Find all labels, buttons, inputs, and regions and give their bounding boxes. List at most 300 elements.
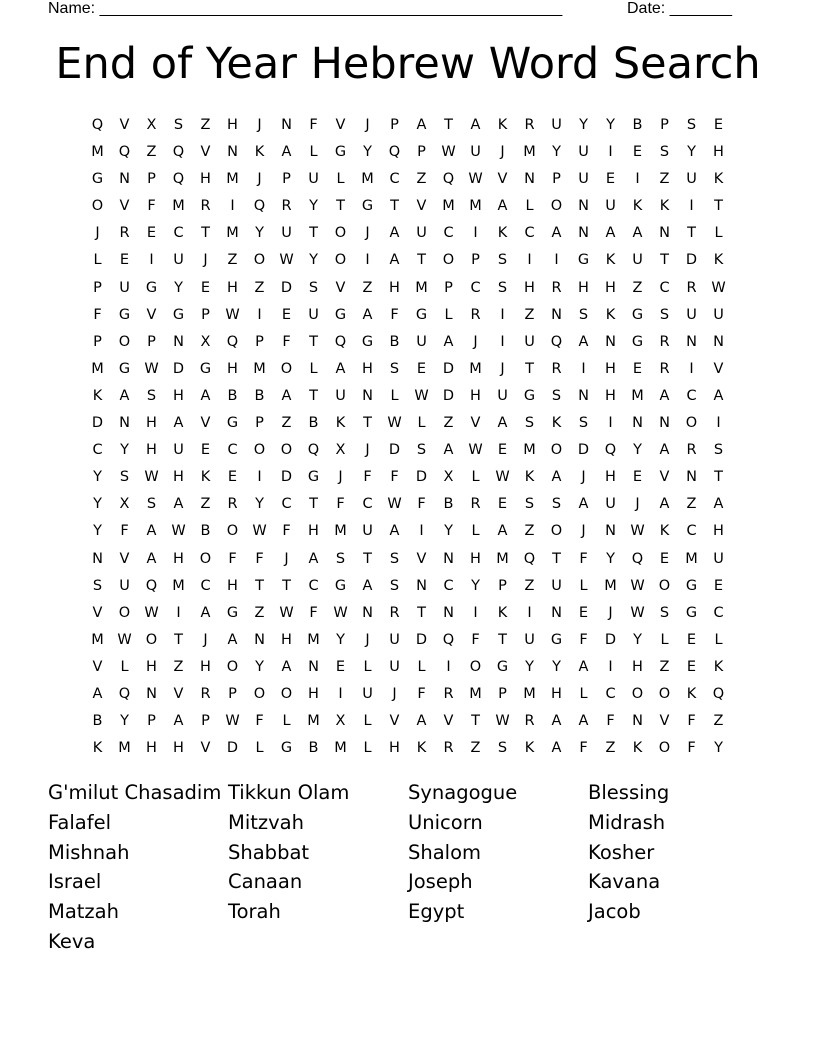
grid-letter[interactable]: P — [282, 171, 291, 188]
grid-letter[interactable]: F — [255, 713, 264, 730]
grid-letter[interactable]: W — [144, 360, 159, 377]
grid-letter[interactable]: Y — [93, 523, 102, 540]
grid-letter[interactable]: D — [91, 415, 104, 432]
grid-letter[interactable]: T — [201, 225, 210, 242]
grid-letter[interactable]: Q — [712, 685, 725, 702]
grid-letter[interactable]: X — [443, 469, 454, 486]
grid-letter[interactable]: O — [334, 252, 347, 269]
grid-letter[interactable]: Q — [253, 198, 266, 215]
grid-letter[interactable]: Q — [172, 144, 185, 161]
grid-letter[interactable]: L — [714, 631, 723, 648]
grid-letter[interactable]: U — [281, 225, 292, 242]
grid-letter[interactable]: W — [279, 604, 294, 621]
grid-letter[interactable]: V — [416, 198, 427, 215]
grid-letter[interactable]: P — [498, 577, 507, 594]
grid-letter[interactable]: S — [686, 117, 697, 133]
grid-letter[interactable]: Z — [659, 171, 670, 188]
grid-letter[interactable]: N — [119, 415, 130, 432]
grid-letter[interactable]: Q — [334, 333, 347, 350]
grid-letter[interactable]: W — [225, 306, 240, 323]
grid-letter[interactable]: Z — [686, 496, 697, 513]
grid-letter[interactable]: M — [469, 198, 482, 215]
grid-letter[interactable]: A — [578, 496, 589, 513]
grid-letter[interactable]: E — [686, 658, 697, 675]
grid-letter[interactable]: L — [417, 658, 426, 675]
grid-letter[interactable]: S — [497, 279, 508, 296]
grid-letter[interactable]: C — [200, 577, 211, 594]
grid-letter[interactable]: F — [282, 523, 291, 540]
grid-letter[interactable]: E — [632, 360, 643, 377]
grid-letter[interactable]: R — [443, 685, 454, 702]
grid-letter[interactable]: N — [632, 415, 643, 432]
grid-letter[interactable]: L — [93, 252, 102, 269]
grid-letter[interactable]: H — [605, 360, 616, 377]
grid-letter[interactable]: L — [363, 740, 372, 757]
grid-letter[interactable]: G — [226, 604, 239, 621]
grid-letter[interactable]: N — [686, 333, 697, 350]
grid-letter[interactable]: Z — [200, 496, 211, 513]
grid-letter[interactable]: S — [551, 387, 562, 404]
grid-letter[interactable]: V — [389, 713, 400, 730]
grid-letter[interactable]: K — [632, 198, 643, 215]
grid-letter[interactable]: V — [200, 144, 211, 161]
grid-letter[interactable]: R — [686, 279, 697, 296]
grid-letter[interactable]: F — [93, 306, 102, 323]
grid-letter[interactable]: W — [630, 577, 645, 594]
grid-letter[interactable]: E — [497, 496, 508, 513]
grid-letter[interactable]: M — [334, 523, 347, 540]
grid-letter[interactable]: A — [551, 713, 562, 730]
grid-letter[interactable]: T — [255, 577, 264, 594]
grid-letter[interactable]: J — [284, 550, 289, 567]
grid-letter[interactable]: I — [716, 415, 721, 432]
grid-letter[interactable]: K — [92, 740, 103, 757]
grid-letter[interactable]: R — [389, 604, 400, 621]
grid-letter[interactable]: R — [659, 360, 670, 377]
grid-letter[interactable]: S — [389, 550, 400, 567]
grid-letter[interactable]: W — [387, 415, 402, 432]
grid-letter[interactable]: A — [281, 144, 292, 161]
grid-letter[interactable]: Z — [713, 713, 724, 730]
grid-letter[interactable]: R — [281, 198, 292, 215]
grid-letter[interactable]: W — [468, 171, 483, 188]
grid-letter[interactable]: D — [685, 252, 698, 269]
grid-letter[interactable]: Y — [336, 631, 345, 648]
grid-letter[interactable]: I — [257, 306, 262, 323]
grid-letter[interactable]: M — [91, 360, 104, 377]
grid-letter[interactable]: U — [713, 306, 724, 323]
grid-letter[interactable]: J — [365, 117, 370, 133]
grid-letter[interactable]: G — [226, 415, 239, 432]
grid-letter[interactable]: M — [523, 144, 536, 161]
grid-letter[interactable]: A — [713, 496, 724, 513]
grid-letter[interactable]: P — [417, 144, 426, 161]
grid-letter[interactable]: M — [523, 442, 536, 459]
grid-letter[interactable]: O — [334, 225, 347, 242]
grid-letter[interactable]: F — [579, 631, 588, 648]
grid-letter[interactable]: N — [362, 387, 373, 404]
grid-letter[interactable]: G — [334, 306, 347, 323]
grid-letter[interactable]: E — [686, 631, 697, 648]
grid-letter[interactable]: U — [497, 387, 508, 404]
grid-letter[interactable]: L — [660, 631, 669, 648]
grid-letter[interactable]: O — [280, 360, 293, 377]
grid-letter[interactable]: E — [632, 144, 643, 161]
grid-letter[interactable]: P — [93, 279, 102, 296]
grid-letter[interactable]: K — [659, 523, 670, 540]
grid-letter[interactable]: P — [147, 713, 156, 730]
grid-letter[interactable]: G — [199, 360, 212, 377]
grid-letter[interactable]: K — [686, 685, 697, 702]
grid-letter[interactable]: A — [443, 442, 454, 459]
grid-letter[interactable]: T — [363, 550, 372, 567]
grid-letter[interactable]: W — [441, 144, 456, 161]
grid-letter[interactable]: H — [551, 685, 562, 702]
grid-letter[interactable]: T — [309, 496, 318, 513]
grid-letter[interactable]: C — [281, 496, 292, 513]
grid-letter[interactable]: T — [309, 333, 318, 350]
grid-letter[interactable]: B — [227, 387, 238, 404]
grid-letter[interactable]: S — [524, 496, 535, 513]
grid-letter[interactable]: S — [713, 442, 724, 459]
grid-letter[interactable]: A — [416, 713, 427, 730]
grid-letter[interactable]: U — [335, 387, 346, 404]
grid-letter[interactable]: V — [200, 740, 211, 757]
grid-letter[interactable]: S — [524, 415, 535, 432]
grid-letter[interactable]: M — [172, 198, 185, 215]
grid-letter[interactable]: Y — [606, 117, 615, 133]
grid-letter[interactable]: U — [173, 252, 184, 269]
grid-letter[interactable]: Y — [363, 144, 372, 161]
grid-letter[interactable]: J — [581, 523, 586, 540]
grid-letter[interactable]: E — [713, 577, 724, 594]
grid-letter[interactable]: U — [605, 496, 616, 513]
grid-letter[interactable]: T — [174, 631, 183, 648]
grid-letter[interactable]: N — [713, 333, 724, 350]
grid-letter[interactable]: G — [685, 577, 698, 594]
grid-letter[interactable]: L — [471, 523, 480, 540]
grid-letter[interactable]: H — [200, 171, 211, 188]
grid-letter[interactable]: Q — [523, 550, 536, 567]
grid-letter[interactable]: M — [604, 577, 617, 594]
grid-letter[interactable]: K — [497, 604, 508, 621]
grid-letter[interactable]: L — [309, 360, 318, 377]
grid-letter[interactable]: A — [92, 685, 103, 702]
grid-letter[interactable]: G — [118, 360, 131, 377]
grid-letter[interactable]: L — [282, 713, 291, 730]
grid-letter[interactable]: A — [362, 306, 373, 323]
grid-letter[interactable]: N — [119, 171, 130, 188]
grid-letter[interactable]: Y — [687, 144, 696, 161]
grid-letter[interactable]: Y — [255, 658, 264, 675]
grid-letter[interactable]: M — [631, 387, 644, 404]
grid-letter[interactable]: I — [608, 658, 613, 675]
grid-letter[interactable]: A — [578, 713, 589, 730]
grid-letter[interactable]: J — [473, 333, 478, 350]
grid-letter[interactable]: E — [632, 469, 643, 486]
grid-letter[interactable]: F — [579, 550, 588, 567]
grid-letter[interactable]: F — [120, 523, 129, 540]
grid-letter[interactable]: V — [659, 469, 670, 486]
grid-letter[interactable]: J — [608, 604, 613, 621]
grid-letter[interactable]: T — [714, 198, 723, 215]
grid-letter[interactable]: H — [146, 740, 157, 757]
grid-letter[interactable]: T — [336, 198, 345, 215]
grid-letter[interactable]: F — [417, 496, 426, 513]
grid-letter[interactable]: V — [92, 658, 103, 675]
grid-letter[interactable]: D — [442, 387, 455, 404]
grid-letter[interactable]: W — [495, 469, 510, 486]
grid-letter[interactable]: N — [632, 713, 643, 730]
grid-letter[interactable]: K — [497, 225, 508, 242]
grid-letter[interactable]: G — [361, 333, 374, 350]
grid-letter[interactable]: I — [338, 685, 343, 702]
grid-letter[interactable]: R — [200, 198, 211, 215]
grid-letter[interactable]: O — [253, 252, 266, 269]
grid-letter[interactable]: I — [581, 360, 586, 377]
grid-letter[interactable]: H — [389, 740, 400, 757]
grid-letter[interactable]: J — [203, 252, 208, 269]
grid-letter[interactable]: F — [282, 333, 291, 350]
grid-letter[interactable]: P — [552, 171, 561, 188]
grid-letter[interactable]: M — [172, 577, 185, 594]
grid-letter[interactable]: Z — [362, 279, 373, 296]
grid-letter[interactable]: H — [524, 279, 535, 296]
grid-letter[interactable]: N — [308, 658, 319, 675]
grid-letter[interactable]: C — [308, 577, 319, 594]
grid-letter[interactable]: M — [415, 279, 428, 296]
grid-letter[interactable]: W — [144, 604, 159, 621]
grid-letter[interactable]: X — [119, 496, 130, 513]
grid-letter[interactable]: A — [173, 496, 184, 513]
grid-letter[interactable]: A — [389, 252, 400, 269]
grid-letter[interactable]: H — [605, 387, 616, 404]
grid-letter[interactable]: I — [527, 252, 532, 269]
grid-letter[interactable]: D — [280, 469, 293, 486]
grid-letter[interactable]: U — [362, 523, 373, 540]
grid-letter[interactable]: A — [713, 387, 724, 404]
grid-letter[interactable]: C — [605, 685, 616, 702]
grid-letter[interactable]: A — [551, 740, 562, 757]
grid-letter[interactable]: Y — [525, 658, 534, 675]
grid-letter[interactable]: N — [92, 550, 103, 567]
grid-letter[interactable]: L — [471, 469, 480, 486]
grid-letter[interactable]: L — [417, 415, 426, 432]
grid-letter[interactable]: P — [660, 117, 669, 133]
grid-letter[interactable]: M — [361, 171, 374, 188]
grid-letter[interactable]: G — [172, 306, 185, 323]
grid-letter[interactable]: O — [145, 631, 158, 648]
grid-letter[interactable]: G — [334, 577, 347, 594]
grid-letter[interactable]: V — [119, 117, 130, 133]
grid-letter[interactable]: Q — [145, 577, 158, 594]
grid-letter[interactable]: I — [473, 604, 478, 621]
grid-letter[interactable]: K — [200, 469, 211, 486]
grid-letter[interactable]: V — [335, 279, 346, 296]
grid-letter[interactable]: T — [471, 713, 480, 730]
grid-letter[interactable]: U — [119, 577, 130, 594]
grid-letter[interactable]: I — [500, 333, 505, 350]
grid-letter[interactable]: I — [554, 252, 559, 269]
grid-letter[interactable]: N — [551, 604, 562, 621]
grid-letter[interactable]: G — [118, 306, 131, 323]
grid-letter[interactable]: W — [144, 469, 159, 486]
grid-letter[interactable]: N — [362, 604, 373, 621]
grid-letter[interactable]: G — [496, 658, 509, 675]
grid-letter[interactable]: U — [551, 577, 562, 594]
grid-letter[interactable]: S — [497, 740, 508, 757]
grid-letter[interactable]: O — [550, 198, 563, 215]
grid-letter[interactable]: H — [227, 279, 238, 296]
grid-letter[interactable]: B — [92, 713, 103, 730]
grid-letter[interactable]: U — [524, 631, 535, 648]
grid-letter[interactable]: N — [605, 523, 616, 540]
grid-letter[interactable]: W — [279, 252, 294, 269]
grid-letter[interactable]: Z — [443, 415, 454, 432]
grid-letter[interactable]: F — [471, 631, 480, 648]
grid-letter[interactable]: I — [365, 252, 370, 269]
grid-letter[interactable]: U — [686, 171, 697, 188]
grid-letter[interactable]: U — [416, 333, 427, 350]
grid-letter[interactable]: S — [659, 306, 670, 323]
grid-letter[interactable]: A — [281, 658, 292, 675]
grid-letter[interactable]: A — [605, 225, 616, 242]
grid-letter[interactable]: F — [390, 469, 399, 486]
grid-letter[interactable]: S — [551, 496, 562, 513]
grid-letter[interactable]: A — [389, 225, 400, 242]
grid-letter[interactable]: Z — [524, 577, 535, 594]
grid-letter[interactable]: U — [605, 198, 616, 215]
grid-letter[interactable]: O — [199, 550, 212, 567]
grid-letter[interactable]: A — [659, 442, 670, 459]
grid-letter[interactable]: H — [281, 631, 292, 648]
grid-letter[interactable]: J — [635, 496, 640, 513]
grid-letter[interactable]: R — [659, 333, 670, 350]
grid-letter[interactable]: D — [280, 279, 293, 296]
grid-letter[interactable]: T — [714, 469, 723, 486]
grid-letter[interactable]: U — [308, 306, 319, 323]
grid-letter[interactable]: O — [685, 415, 698, 432]
grid-letter[interactable]: F — [687, 740, 696, 757]
grid-letter[interactable]: T — [525, 360, 534, 377]
grid-letter[interactable]: M — [523, 685, 536, 702]
grid-letter[interactable]: Q — [307, 442, 320, 459]
grid-letter[interactable]: M — [496, 550, 509, 567]
grid-letter[interactable]: O — [118, 604, 131, 621]
grid-letter[interactable]: Z — [173, 658, 184, 675]
grid-letter[interactable]: A — [227, 631, 238, 648]
grid-letter[interactable]: D — [172, 360, 185, 377]
grid-letter[interactable]: L — [525, 198, 534, 215]
grid-letter[interactable]: K — [713, 171, 724, 188]
grid-letter[interactable]: Q — [442, 631, 455, 648]
grid-letter[interactable]: K — [497, 117, 508, 133]
grid-letter[interactable]: A — [578, 333, 589, 350]
grid-letter[interactable]: H — [146, 415, 157, 432]
grid-letter[interactable]: C — [713, 604, 724, 621]
grid-letter[interactable]: Z — [470, 740, 481, 757]
grid-letter[interactable]: T — [390, 198, 399, 215]
grid-letter[interactable]: D — [415, 469, 428, 486]
grid-letter[interactable]: U — [308, 171, 319, 188]
grid-letter[interactable]: Z — [605, 740, 616, 757]
grid-letter[interactable]: H — [173, 550, 184, 567]
grid-letter[interactable]: A — [551, 225, 562, 242]
grid-letter[interactable]: T — [498, 631, 507, 648]
grid-letter[interactable]: M — [226, 171, 239, 188]
grid-letter[interactable]: I — [473, 225, 478, 242]
grid-letter[interactable]: H — [200, 658, 211, 675]
grid-letter[interactable]: F — [579, 740, 588, 757]
grid-letter[interactable]: S — [335, 550, 346, 567]
grid-letter[interactable]: Z — [200, 117, 211, 133]
grid-letter[interactable]: K — [713, 252, 724, 269]
grid-letter[interactable]: F — [228, 550, 237, 567]
grid-letter[interactable]: N — [578, 198, 589, 215]
grid-letter[interactable]: N — [578, 225, 589, 242]
grid-letter[interactable]: Y — [120, 442, 129, 459]
grid-letter[interactable]: J — [257, 171, 262, 188]
grid-letter[interactable]: P — [498, 685, 507, 702]
grid-letter[interactable]: D — [388, 442, 401, 459]
grid-letter[interactable]: A — [470, 117, 481, 133]
grid-letter[interactable]: C — [659, 279, 670, 296]
grid-letter[interactable]: A — [551, 469, 562, 486]
grid-letter[interactable]: K — [605, 306, 616, 323]
grid-letter[interactable]: K — [254, 144, 265, 161]
grid-letter[interactable]: Z — [227, 252, 238, 269]
grid-letter[interactable]: L — [309, 144, 318, 161]
grid-letter[interactable]: A — [173, 713, 184, 730]
grid-letter[interactable]: Y — [309, 252, 318, 269]
grid-letter[interactable]: S — [389, 360, 400, 377]
grid-letter[interactable]: E — [335, 658, 346, 675]
grid-letter[interactable]: P — [93, 333, 102, 350]
grid-letter[interactable]: V — [659, 713, 670, 730]
grid-letter[interactable]: I — [608, 144, 613, 161]
grid-letter[interactable]: T — [417, 604, 426, 621]
grid-letter[interactable]: K — [605, 252, 616, 269]
grid-letter[interactable]: X — [335, 442, 346, 459]
grid-letter[interactable]: N — [659, 415, 670, 432]
grid-letter[interactable]: Y — [552, 144, 561, 161]
grid-letter[interactable]: L — [714, 225, 723, 242]
grid-letter[interactable]: S — [146, 387, 157, 404]
grid-letter[interactable]: M — [307, 713, 320, 730]
grid-letter[interactable]: N — [524, 171, 535, 188]
grid-letter[interactable]: D — [226, 740, 239, 757]
grid-letter[interactable]: A — [659, 387, 670, 404]
grid-letter[interactable]: E — [281, 306, 292, 323]
grid-letter[interactable]: S — [92, 577, 103, 594]
grid-letter[interactable]: R — [470, 306, 481, 323]
grid-letter[interactable]: I — [635, 171, 640, 188]
grid-letter[interactable]: E — [119, 252, 130, 269]
grid-letter[interactable]: T — [282, 577, 291, 594]
grid-letter[interactable]: L — [336, 171, 345, 188]
grid-letter[interactable]: K — [416, 740, 427, 757]
grid-letter[interactable]: Q — [226, 333, 239, 350]
grid-letter[interactable]: T — [309, 225, 318, 242]
grid-letter[interactable]: Q — [118, 144, 131, 161]
date-field-label[interactable]: Date: _______ — [627, 0, 732, 17]
grid-letter[interactable]: W — [414, 387, 429, 404]
grid-letter[interactable]: F — [363, 469, 372, 486]
grid-letter[interactable]: U — [632, 252, 643, 269]
grid-letter[interactable]: A — [416, 117, 427, 133]
grid-letter[interactable]: V — [173, 685, 184, 702]
grid-letter[interactable]: Q — [118, 685, 131, 702]
